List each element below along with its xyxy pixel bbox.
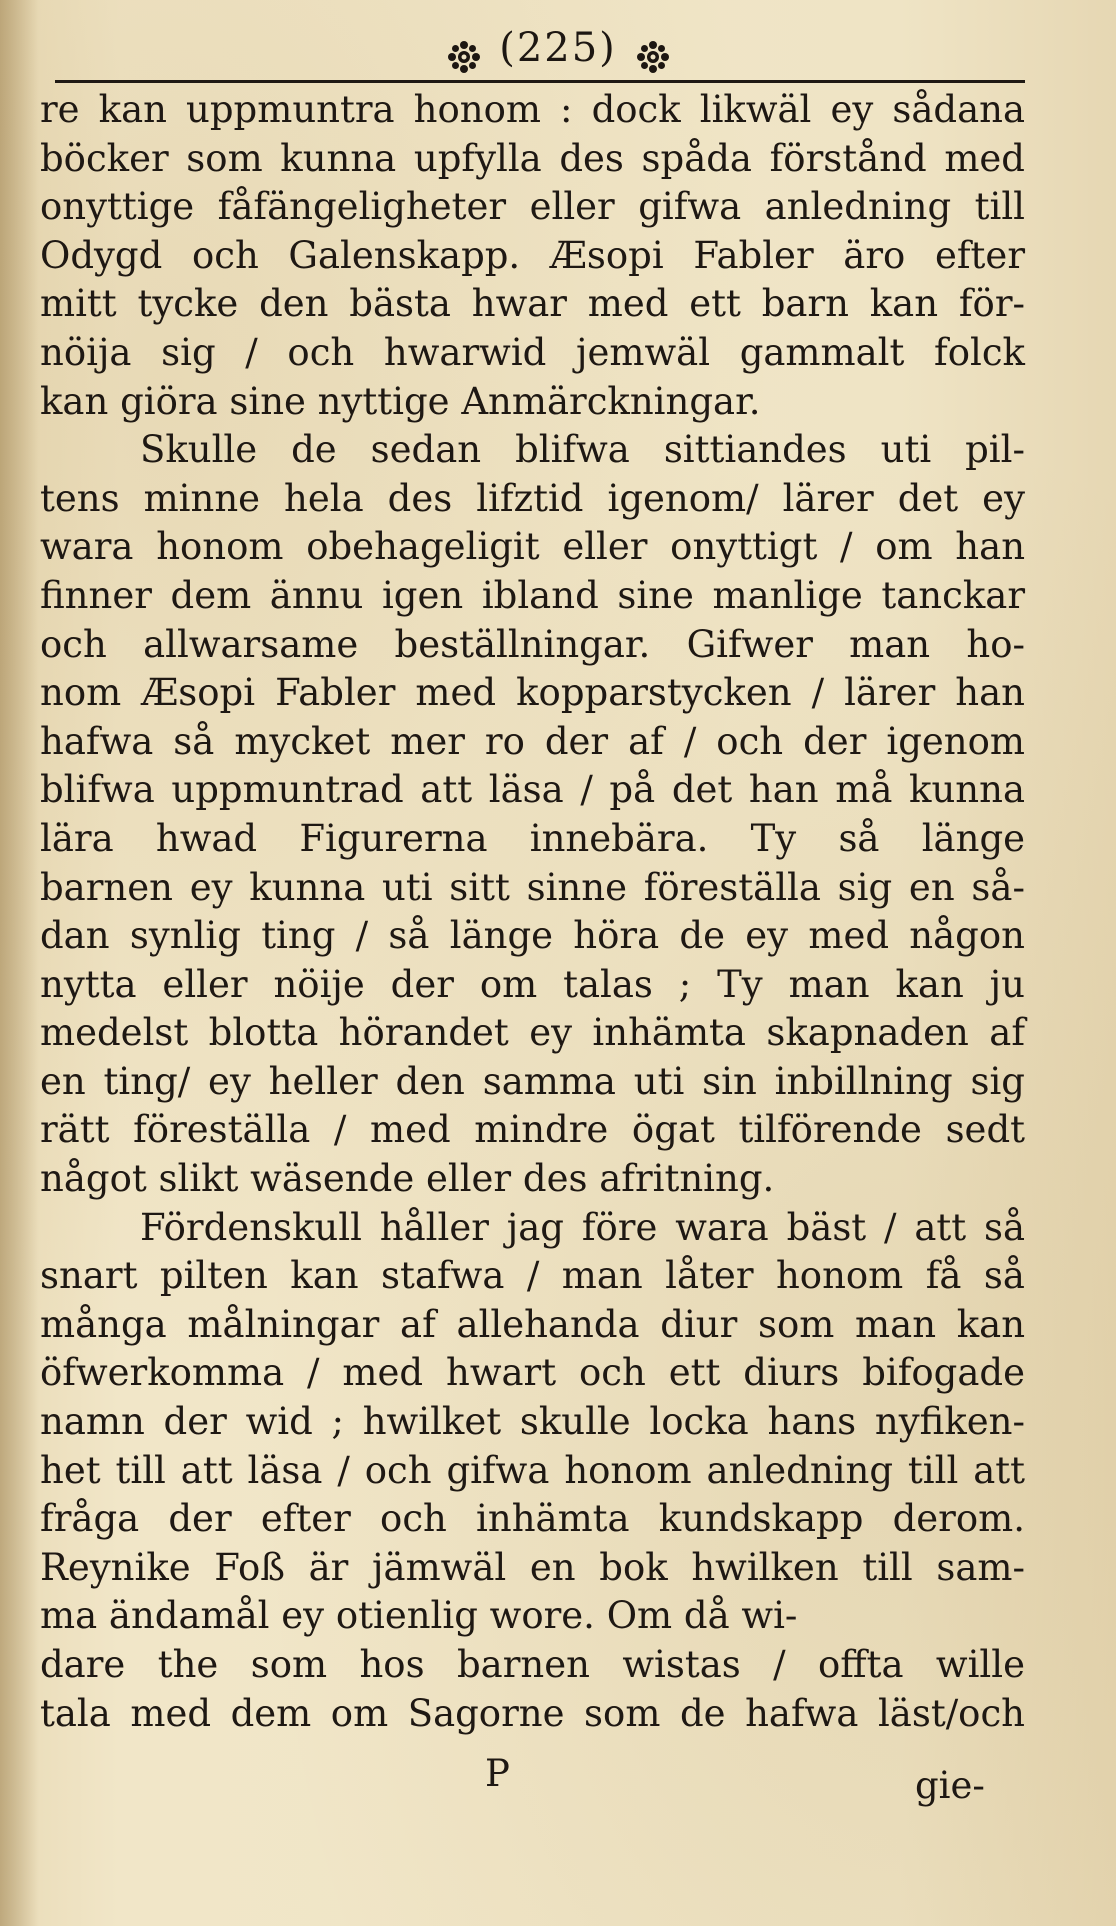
- text-line: finner dem ännu igen ibland sine manlige tanckar: [40, 573, 1026, 617]
- text-line: öfwerkomma / med hwart och ett diurs bifogade: [40, 1351, 1026, 1395]
- text-line: lära hwad Figurerna innebära. Ty så länge: [40, 816, 1026, 860]
- text-line: mitt tycke den bästa hwar med ett barn kan för-: [40, 282, 1026, 326]
- text-line: fråga der efter och inhämta kundskapp derom.: [40, 1497, 1025, 1541]
- text-line: många målningar af allehanda diur som man kan: [40, 1302, 1026, 1346]
- text-line: nom Æsopi Fabler med kopparstycken / lärer han: [40, 671, 1026, 715]
- header-rule: [55, 80, 1025, 83]
- text-line: medelst blotta hörandet ey inhämta skapnaden af: [40, 1011, 1026, 1055]
- text-line: böcker som kunna upfylla des spåda förstånd med: [40, 136, 1025, 180]
- text-line: het till att läsa / och gifwa honom anledning till att: [40, 1448, 1025, 1492]
- text-line: barnen ey kunna uti sitt sinne föreställa sig en så-: [40, 865, 1025, 909]
- text-line: nytta eller nöije der om talas ; Ty man kan ju: [40, 962, 1025, 1006]
- text-line: Odygd och Galenskapp. Æsopi Fabler äro efter: [40, 233, 1026, 277]
- spine-shadow: [0, 0, 38, 1926]
- text-line: rätt föreställa / med mindre ögat tilförende sedt: [40, 1108, 1026, 1152]
- text-line: dan synlig ting / så länge höra de ey med någon: [40, 914, 1025, 958]
- text-line: en ting/ ey heller den samma uti sin inbillning sig: [40, 1059, 1025, 1103]
- text-line: re kan uppmuntra honom : dock likwäl ey sådana: [40, 88, 1026, 131]
- text-line: dare the som hos barnen wistas / offta wille: [40, 1643, 1025, 1686]
- text-line: ma ändamål ey otienlig wore. Om då wi-: [40, 1594, 798, 1638]
- text-line: onyttige fåfängeligheter eller gifwa anledning till: [40, 185, 1026, 229]
- page-number: (225): [499, 25, 617, 71]
- text-line: nöija sig / och hwarwid jemwäl gammalt folck: [40, 330, 1025, 374]
- catchword: gie-: [915, 1764, 985, 1807]
- text-line: tens minne hela des lifztid igenom/ lärer det ey: [40, 476, 1025, 520]
- text-line: wara honom obehageligit eller onyttigt / om han: [40, 525, 1026, 569]
- text-line: snart pilten kan stafwa / man låter honom få så: [40, 1254, 1025, 1298]
- text-line: Skulle de sedan blifwa sittiandes uti pil-: [140, 428, 1025, 472]
- text-line: tala med dem om Sagorne som de hafwa läst/och: [40, 1691, 1025, 1735]
- body-text: [40, 86, 1040, 1738]
- text-line: Reynike Foß är jämwäl en bok hwilken till sam-: [40, 1545, 1025, 1589]
- signature-mark: P: [485, 1752, 510, 1795]
- page-header: [0, 18, 1116, 78]
- text-line: kan giöra sine nyttige Anmärckningar.: [40, 379, 761, 423]
- text-line: hafwa så mycket mer ro der af / och der igenom: [40, 719, 1025, 763]
- text-line: namn der wid ; hwilket skulle locka hans nyfiken-: [40, 1400, 1025, 1444]
- page-footer: [0, 1752, 1116, 1812]
- text-line: och allwarsame beställningar. Gifwer man ho-: [40, 622, 1026, 666]
- flower-ornament-right-icon: [636, 31, 670, 65]
- text-line: Fördenskull håller jag före wara bäst / att så: [140, 1205, 1026, 1249]
- flower-ornament-left-icon: [447, 31, 481, 65]
- text-line: något slikt wäsende eller des afritning.: [40, 1157, 775, 1201]
- text-line: blifwa uppmuntrad att läsa / på det han må kunna: [40, 768, 1026, 812]
